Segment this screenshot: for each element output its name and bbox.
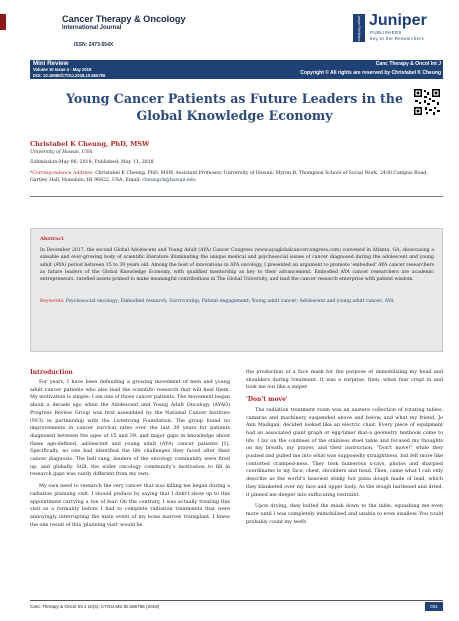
publisher-name: Juniper: [369, 12, 427, 29]
correspondence-label: *Correspondence Address:: [30, 171, 94, 176]
correspondence-address: [30, 170, 443, 185]
correspondence-text: Christabel K Cheung, PhD, MSW, Assistant Professor, University of Hawaii, Myron B, Thompson School of Social Work, 2430 Campus Road, Gartley Hall, Honolulu, HI 96822, USA, Email:: [30, 171, 428, 184]
right-column: [246, 369, 443, 530]
left-column: [30, 379, 230, 533]
abstract-heading: Abstract: [40, 236, 64, 242]
publisher-tagline: PUBLISHERS: [370, 30, 402, 35]
footer-divider: [30, 600, 443, 601]
article-type: Mini Review: [33, 60, 69, 67]
keywords-text: Psychosocial oncology; Embodied research; Survivorship; Patient engagement; Young adult cancer; Adolescent and young adult cancer; AYA: [64, 299, 394, 304]
introduction-heading: Introduction: [30, 369, 73, 376]
footer-citation: Canc Therapy & Oncol Int J 10(4): CTOIJ.MS.ID.555795 (2018): [30, 604, 160, 609]
journal-title: Cancer Therapy & Oncology: [62, 14, 186, 24]
publisher-slogan: key to the Researchers: [370, 36, 424, 41]
publisher-logo[interactable]: [353, 14, 443, 42]
submission-dates: Submission:May 06, 2018; Published: May 11, 2018: [30, 160, 154, 165]
issn: ISSN: 2473-554X: [74, 42, 114, 48]
qr-code-icon[interactable]: [413, 88, 441, 116]
paragraph: Upon drying, they bolted the mask down to the table, squashing me even more until I was completely immobilized and unable to even swallow. You could probably count my teeth: [246, 503, 443, 525]
article-title: Young Cancer Patients as Future Leaders in the Global Knowledge Economy: [66, 91, 403, 123]
doi[interactable]: DOI: 10.19080/CTOIJ.2018.10.555795: [33, 73, 106, 78]
paragraph: The radiation treatment room was an austere collection of rotating tables, cameras and machinery suspended above and below, and what my friend, Jo Ann Madigan, decided looked like an electric chair. Every piece of equipment had an associated giant graph or egg-timer dial–a geometry textbook come to life. I lay on the coldness of the stainless steel table and focused my thoughts on my breath, my prayer, and their instruction, "Don't move!" while they pushed and pulled me into what was supposedly straightness, but felt more like contorted cramped-ness. They took numerous x-rays, photos and sharpied coordinates to my face, chest, shoulders and head. Then, came what I can only describe as the world's heaviest stinky hot pizza dough made of lead, which they blanketed over my face and upper body. As the dough hardened and dried, it pinned me deeper into suffocating restraint.: [246, 406, 443, 498]
journal-subtitle: International Journal: [62, 25, 122, 31]
section-subheading: 'Don't move': [246, 396, 288, 404]
journal-ribbon: [0, 14, 6, 30]
volume-issue: Volume 10 Issue 4 - May 2018: [33, 67, 92, 72]
keywords: [40, 298, 434, 305]
paragraph: the production of a face mask for the purpose of immobilizing my head and shoulders during treatment. It was a surprise, then, when fear crept in and took me out like a sniper.: [246, 369, 443, 391]
divider: [30, 196, 443, 197]
band-journal-name: Canc Therapy & Oncol Int J: [375, 61, 441, 67]
author-affiliation: University of Hawaii, USA: [30, 150, 93, 155]
copyright: Copyright © All rights are reserved by Christabel K Cheung: [300, 70, 441, 76]
paragraph: My own need to research the very cancer that was killing me began during a radiation planning visit. I should preface by saying that I didn't show up to this appointment carrying a ton of fear. On the contrary, I was actually treating this visit as a formality before I had to complete radiation treatments that were annoyingly interrupting the main event of my bone marrow transplant. I knew the one result of this 'planning visit' would be: [30, 483, 230, 528]
abstract-text: In December 2017, the second Global Adolescent and Young Adult (AYA) Cancer Congress (www.ayaglobalcancercongress.com) convened in Atlanta, GA, showcasing a sizeable and ever-growing body of scientific literature illuminating the unique medical and psychosocial issues of cancer diagnosed during the adolescent and young adult (AYA) period between 15 to 39 years old. Among the host of innovations in AYA oncology, I presented an argument to promote 'embodied' AYA cancer researchers as future leaders of the Global Knowledge Economy, with qualified mentorship as key to their advancement. Embodied AYA cancer researchers are academic entrepreneurs, rarefied assets primed to make meaningful contributions in The Global University, and lead the cancer research enterprise with patient wisdom.: [40, 248, 434, 283]
page-number: 001: [425, 602, 443, 611]
logo-mark-icon: Juniper Publishers: [353, 14, 365, 42]
email-link[interactable]: cheungck@hawaii.edu: [142, 178, 196, 184]
author-name: Christabel K Cheung, PhD, MSW: [30, 140, 150, 148]
paragraph: For years, I have been defending a growing movement of teen and young adult cancer patients who also lead the scientific research that will heal them. My motivation is simple: I am one of those cancer patients. The movement began about a decade ago when the Adolescent and Young Adult Oncology (AYAO) Progress Review Group was first assembled by the National Cancer Institute (NCI) in partnership with the Livestrong Foundation. The group found no improvements in cancer survival rates over the last 30 years for patients diagnosed between the ages of 15 and 39, and major gaps in knowledge about these age-defined, adolescent and young adult (AYA) cancer patients [1]. Specifically, no one had identified the life challenges they faced after their cancer diagnosis. The bell rang, leaders of the oncology community were fired up, and globally. Still, the wider oncology community's motivation to fill in research gaps was vastly different from my own.: [30, 379, 231, 478]
keywords-label: Keywords:: [40, 299, 65, 304]
